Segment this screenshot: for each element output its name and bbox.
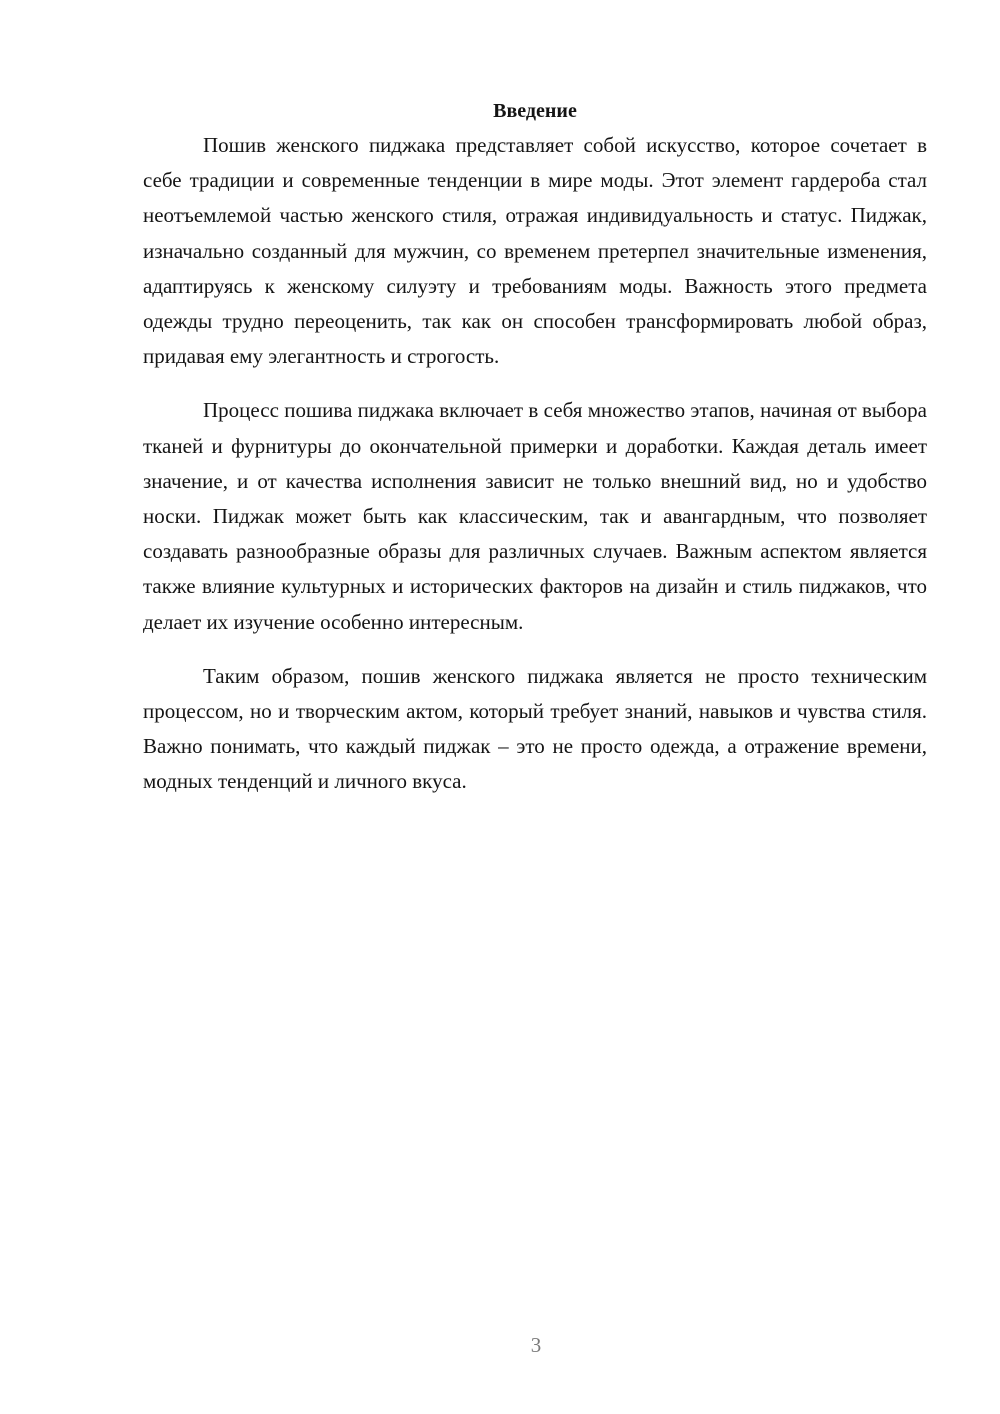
page-content bbox=[143, 94, 927, 800]
paragraph-1: Пошив женского пиджака представляет собой искусство, которое сочетает в себе традиции и современные тенденции в мире моды. Этот элемент гардероба стал неотъемлемой частью женского стиля, отражая индивидуальность и статус. Пиджак, изначально созданный для мужчин, со временем претерпел значительные изменения, адаптируясь к женскому силуэту и требованиям моды. Важность этого предмета одежды трудно переоценить, так как он способен трансформировать любой образ, придавая ему элегантность и строгость. bbox=[143, 133, 927, 369]
section-title: Введение bbox=[493, 100, 577, 122]
page-number: 3 bbox=[530, 1333, 542, 1357]
paragraph-3: Таким образом, пошив женского пиджака является не просто техническим процессом, но и творческим актом, который требует знаний, навыков и чувства стиля. Важно понимать, что каждый пиджак – это не просто одежда, а отражение времени, модных тенденций и личного вкуса. bbox=[143, 663, 927, 794]
paragraph-2: Процесс пошива пиджака включает в себя множество этапов, начиная от выбора тканей и фурнитуры до окончательной примерки и доработки. Каждая деталь имеет значение, и от качества исполнения зависит не только внешний вид, но и удобство носки. Пиджак может быть как классическим, так и авангардным, что позволяет создавать разнообразные образы для различных случаев. Важным аспектом является также влияние культурных и исторических факторов на дизайн и стиль пиджаков, что делает их изучение особенно интересным. bbox=[143, 398, 927, 634]
